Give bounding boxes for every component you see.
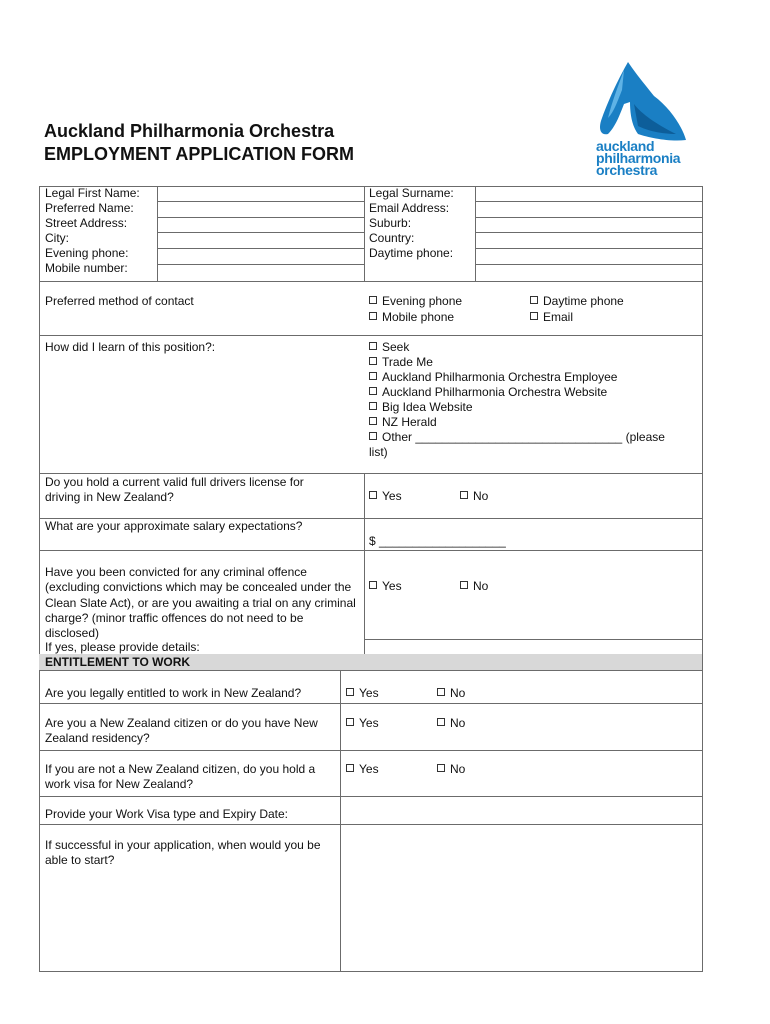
checkbox-icon <box>369 312 377 320</box>
learn-question: How did I learn of this position?: <box>45 340 216 354</box>
entitled-yes[interactable]: Yes <box>346 686 379 701</box>
criminal-yes[interactable]: Yes <box>369 579 402 594</box>
learn-option-trademe[interactable]: Trade Me <box>369 355 665 370</box>
checkbox-icon <box>460 491 468 499</box>
learn-option-website[interactable]: Auckland Philharmonia Orchestra Website <box>369 385 665 400</box>
checkbox-icon <box>437 764 445 772</box>
learn-options <box>369 340 665 460</box>
entitled-question: Are you legally entitled to work in New Zealand? <box>45 686 302 700</box>
learn-option-bigidea[interactable]: Big Idea Website <box>369 400 665 415</box>
evening-phone-field[interactable] <box>158 249 363 263</box>
license-yes[interactable]: Yes <box>369 489 402 504</box>
contact-option-evening[interactable]: Evening phone <box>369 294 462 309</box>
learn-option-nzherald[interactable]: NZ Herald <box>369 415 665 430</box>
city-field[interactable] <box>158 233 363 247</box>
citizen-no[interactable]: No <box>437 716 465 731</box>
country-field[interactable] <box>476 233 701 247</box>
start-date-field[interactable] <box>341 825 701 970</box>
email-address-field[interactable] <box>476 202 701 216</box>
salary-question: What are your approximate salary expectations? <box>45 519 303 533</box>
checkbox-icon <box>346 688 354 696</box>
contact-option-mobile[interactable]: Mobile phone <box>369 310 454 325</box>
city-label: City: <box>45 231 69 245</box>
street-address-field[interactable] <box>158 218 363 232</box>
checkbox-icon <box>530 296 538 304</box>
legal-surname-label: Legal Surname: <box>369 186 454 200</box>
visa-yes[interactable]: Yes <box>346 762 379 777</box>
checkbox-icon <box>369 581 377 589</box>
preferred-name-label: Preferred Name: <box>45 201 134 215</box>
criminal-question: Have you been convicted for any criminal offence (excluding convictions which may be concealed under the Clean Slate Act), or are you awaiting a trial on any criminal charge? (minor traffic offences do not need to be disclosed) <box>45 565 356 641</box>
start-date-prompt: If successful in your application, when would you be able to start? <box>45 838 321 868</box>
citizen-question: Are you a New Zealand citizen or do you have New Zealand residency? <box>45 716 318 746</box>
checkbox-icon <box>346 718 354 726</box>
visa-type-field[interactable] <box>341 797 701 823</box>
evening-phone-label: Evening phone: <box>45 246 129 260</box>
details-left-labels <box>45 186 140 276</box>
learn-option-other[interactable]: Other _______________________________ (please <box>369 430 665 445</box>
criminal-no[interactable]: No <box>460 579 488 594</box>
suburb-field[interactable] <box>476 218 701 232</box>
contact-option-email[interactable]: Email <box>530 310 573 325</box>
learn-option-other-cont: list) <box>369 445 388 459</box>
logo-wordmark: auckland philharmonia orchestra <box>596 138 681 178</box>
visa-question: If you are not a New Zealand citizen, do you hold a work visa for New Zealand? <box>45 762 316 792</box>
checkbox-icon <box>369 491 377 499</box>
checkbox-icon <box>369 357 377 365</box>
email-address-label: Email Address: <box>369 201 450 215</box>
street-address-label: Street Address: <box>45 216 128 230</box>
visa-no[interactable]: No <box>437 762 465 777</box>
license-question: Do you hold a current valid full drivers license for driving in New Zealand? <box>45 475 304 505</box>
checkbox-icon <box>460 581 468 589</box>
mobile-number-label: Mobile number: <box>45 261 128 275</box>
checkbox-icon <box>369 342 377 350</box>
contact-question: Preferred method of contact <box>45 294 194 308</box>
checkbox-icon <box>369 296 377 304</box>
daytime-phone-field[interactable] <box>476 249 701 263</box>
entitlement-heading: ENTITLEMENT TO WORK <box>45 655 191 669</box>
preferred-name-field[interactable] <box>158 202 363 216</box>
checkbox-icon <box>437 718 445 726</box>
title-line-2: EMPLOYMENT APPLICATION FORM <box>44 144 354 164</box>
checkbox-icon <box>369 387 377 395</box>
contact-option-daytime[interactable]: Daytime phone <box>530 294 624 309</box>
checkbox-icon <box>346 764 354 772</box>
legal-surname-field[interactable] <box>476 187 701 201</box>
checkbox-icon <box>369 402 377 410</box>
title-line-1: Auckland Philharmonia Orchestra <box>44 121 335 141</box>
legal-first-name-field[interactable] <box>158 187 363 201</box>
license-no[interactable]: No <box>460 489 488 504</box>
daytime-phone-label: Daytime phone: <box>369 246 454 260</box>
page-title <box>44 120 354 166</box>
legal-first-name-label: Legal First Name: <box>45 186 140 200</box>
entitled-no[interactable]: No <box>437 686 465 701</box>
checkbox-icon <box>369 417 377 425</box>
suburb-label: Suburb: <box>369 216 412 230</box>
country-label: Country: <box>369 231 415 245</box>
criminal-details-prompt: If yes, please provide details: <box>45 640 200 654</box>
salary-input[interactable]: $ ___________________ <box>369 534 506 548</box>
checkbox-icon <box>530 312 538 320</box>
citizen-yes[interactable]: Yes <box>346 716 379 731</box>
visa-type-prompt: Provide your Work Visa type and Expiry Date: <box>45 807 288 821</box>
mobile-number-field[interactable] <box>158 265 363 280</box>
checkbox-icon <box>369 372 377 380</box>
learn-option-seek[interactable]: Seek <box>369 340 665 355</box>
checkbox-icon <box>369 432 377 440</box>
learn-option-employee[interactable]: Auckland Philharmonia Orchestra Employee <box>369 370 665 385</box>
details-right-labels <box>369 186 454 261</box>
checkbox-icon <box>437 688 445 696</box>
